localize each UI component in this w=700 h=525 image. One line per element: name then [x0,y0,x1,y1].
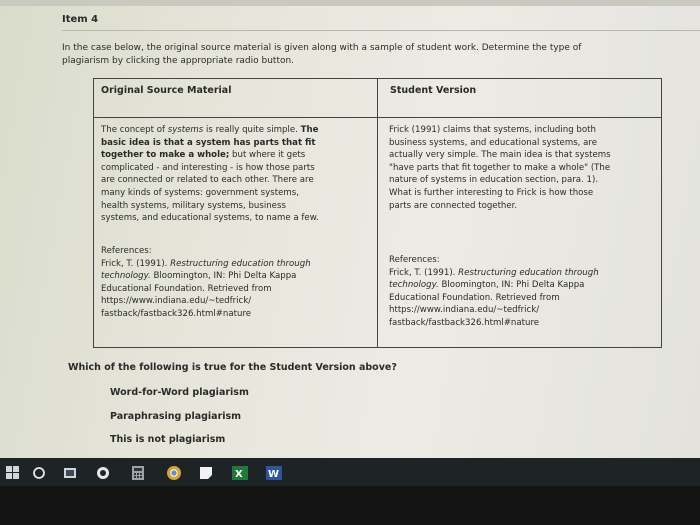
header-student-label: Student Version [390,85,477,96]
windows-start-icon[interactable] [6,465,20,479]
original-reference-link[interactable]: https://www.indiana.edu/~tedfrick/ [101,296,252,307]
svg-text:W: W [268,469,280,480]
instructions-line-1: In the case below, the original source material is given along with a sample of student work. Determine the type of [62,43,582,53]
original-cell [94,118,378,347]
word-icon[interactable] [266,465,280,479]
header-original [94,79,378,118]
instructions [62,42,662,68]
option-paraphrasing[interactable]: Paraphrasing plagiarism [110,411,242,422]
cortana-search-icon[interactable] [32,465,46,479]
header-student [378,79,661,118]
option-not-plagiarism[interactable]: This is not plagiarism [110,434,226,445]
task-view-icon[interactable] [63,465,77,479]
excel-icon[interactable] [232,465,246,479]
header-original-label: Original Source Material [101,85,232,96]
question-text: Which of the following is true for the Student Version above? [68,362,397,373]
taskbar [0,458,700,486]
sticky-notes-icon[interactable] [199,465,213,479]
item-title: Item 4 [62,14,99,25]
calculator-icon[interactable] [131,465,145,479]
student-reference-link[interactable]: https://www.indiana.edu/~tedfrick/ [389,305,540,316]
monitor-bezel [0,486,700,525]
page-top-strip [0,0,700,6]
option-word-for-word[interactable]: Word-for-Word plagiarism [110,387,249,398]
instructions-line-2: plagiarism by clicking the appropriate radio button. [62,56,295,66]
student-cell [378,118,661,347]
divider [62,30,700,31]
original-references: References: Frick, T. (1991). Restructuring education through technology. Bloomington, IN: Phi Delta Kappa Educational Foundation. Retrieved from https://www.indiana.edu/~tedfrick/ fastback/fastback326.html#nature [101,245,373,321]
original-passage: The concept of systems is really quite simple. The basic idea is that a system has parts that fit together to make a whole; but where it gets complicated - and interesting - is how those parts are connected or related to each other. There are many kinds of systems: government systems, health systems, military systems, business systems, and educational systems, to name a few. [101,125,319,224]
student-passage: Frick (1991) claims that systems, including both business systems, and educational systems, are actually very simple. The main idea is that systems "have parts that fit together to make a whole" (The nature of systems in education section, para. 1). What is further interesting to Frick is how those parts are connected together. [389,125,611,211]
comparison-table [93,78,662,348]
edge-browser-icon[interactable] [96,465,110,479]
chrome-icon[interactable] [166,465,180,479]
student-references: References: Frick, T. (1991). Restructuring education through technology. Bloomington, IN: Phi Delta Kappa Educational Foundation. Retrieved from https://www.indiana.edu/~tedfrick/ fastback/fastback326.html#nature [389,254,657,330]
svg-text:X: X [235,469,243,480]
